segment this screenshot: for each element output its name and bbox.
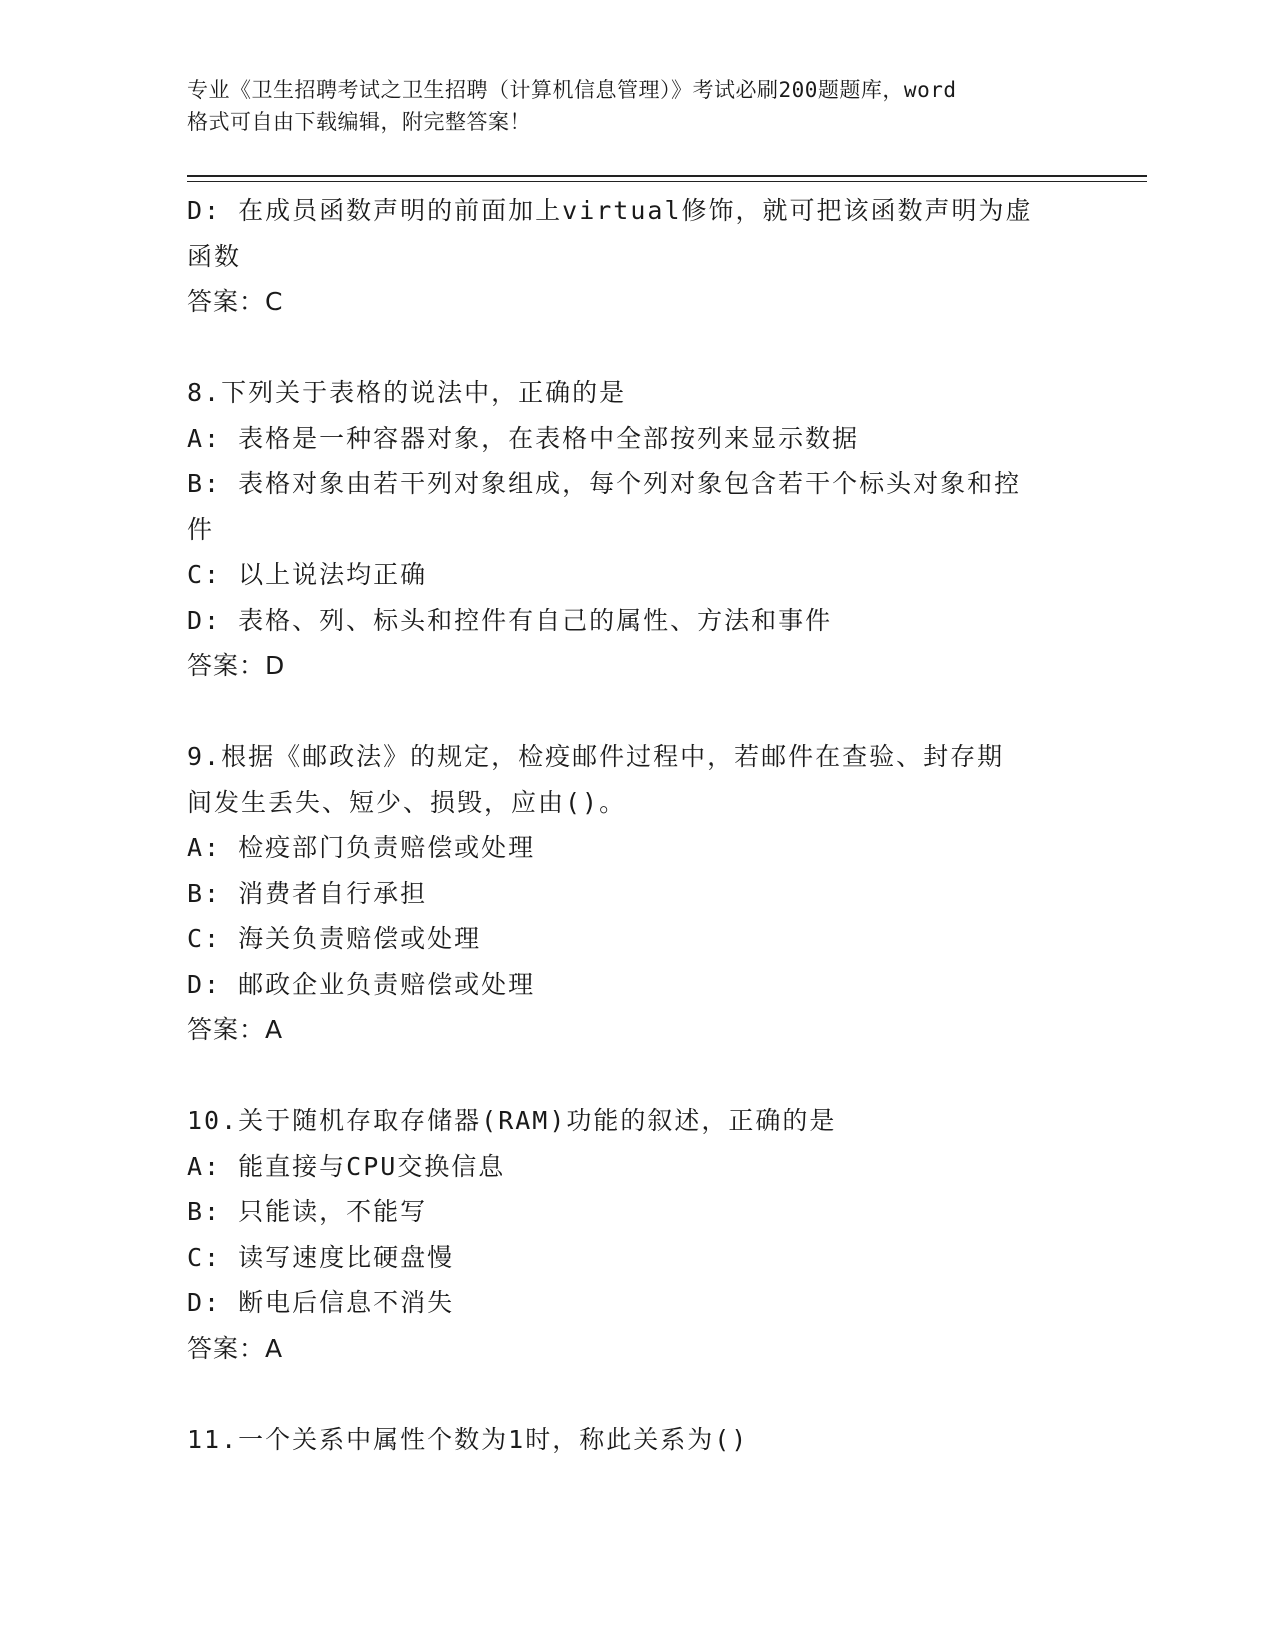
question-11-block	[187, 1417, 1087, 1463]
question-text-continued: 间发生丢失、短少、损毁，应由()。	[187, 787, 627, 817]
option-c: C: 海关负责赔偿或处理	[187, 924, 482, 953]
header-line-1: 专业《卫生招聘考试之卫生招聘（计算机信息管理）》考试必刷200题题库，word	[187, 78, 957, 102]
option-d: D: 表格、列、标头和控件有自己的属性、方法和事件	[187, 605, 833, 635]
question-text: 9.根据《邮政法》的规定，检疫邮件过程中，若邮件在查验、封存期	[187, 742, 1005, 771]
option-b-continued: 件	[187, 514, 215, 544]
spacer	[187, 1371, 1087, 1417]
option-a: A: 表格是一种容器对象，在表格中全部按列来显示数据	[187, 423, 860, 453]
question-9-block	[187, 734, 1087, 1053]
header-line-2: 格式可自由下载编辑，附完整答案！	[187, 110, 531, 134]
document-header	[187, 74, 1087, 138]
question-text: 11.一个关系中属性个数为1时，称此关系为()	[187, 1424, 749, 1454]
answer-line: 答案：A	[187, 1333, 284, 1363]
option-d: D: 断电后信息不消失	[187, 1288, 455, 1317]
option-b: B: 只能读，不能写	[187, 1197, 428, 1226]
option-b: B: 消费者自行承担	[187, 878, 428, 908]
prev-question-block	[187, 188, 1087, 325]
question-10-block	[187, 1098, 1087, 1371]
option-d: D: 在成员函数声明的前面加上virtual修饰，就可把该函数声明为虚	[187, 196, 1033, 225]
option-a: A: 能直接与CPU交换信息	[187, 1151, 506, 1181]
spacer	[187, 1053, 1087, 1099]
question-text: 8.下列关于表格的说法中，正确的是	[187, 378, 627, 407]
answer-line: 答案：C	[187, 287, 284, 316]
question-list	[187, 188, 1087, 1462]
question-text: 10.关于随机存取存储器(RAM)功能的叙述，正确的是	[187, 1106, 837, 1135]
answer-line: 答案：A	[187, 1015, 284, 1044]
option-d-continued: 函数	[187, 241, 242, 271]
option-b: B: 表格对象由若干列对象组成，每个列对象包含若干个标头对象和控	[187, 469, 1022, 498]
spacer	[187, 689, 1087, 735]
header-divider-thin	[187, 181, 1147, 182]
option-c: C: 以上说法均正确	[187, 560, 428, 589]
spacer	[187, 325, 1087, 371]
header-divider-thick	[187, 175, 1147, 177]
option-d: D: 邮政企业负责赔偿或处理	[187, 969, 536, 999]
question-8-block	[187, 370, 1087, 689]
option-c: C: 读写速度比硬盘慢	[187, 1242, 455, 1272]
option-a: A: 检疫部门负责赔偿或处理	[187, 833, 536, 862]
answer-line: 答案：D	[187, 651, 286, 680]
